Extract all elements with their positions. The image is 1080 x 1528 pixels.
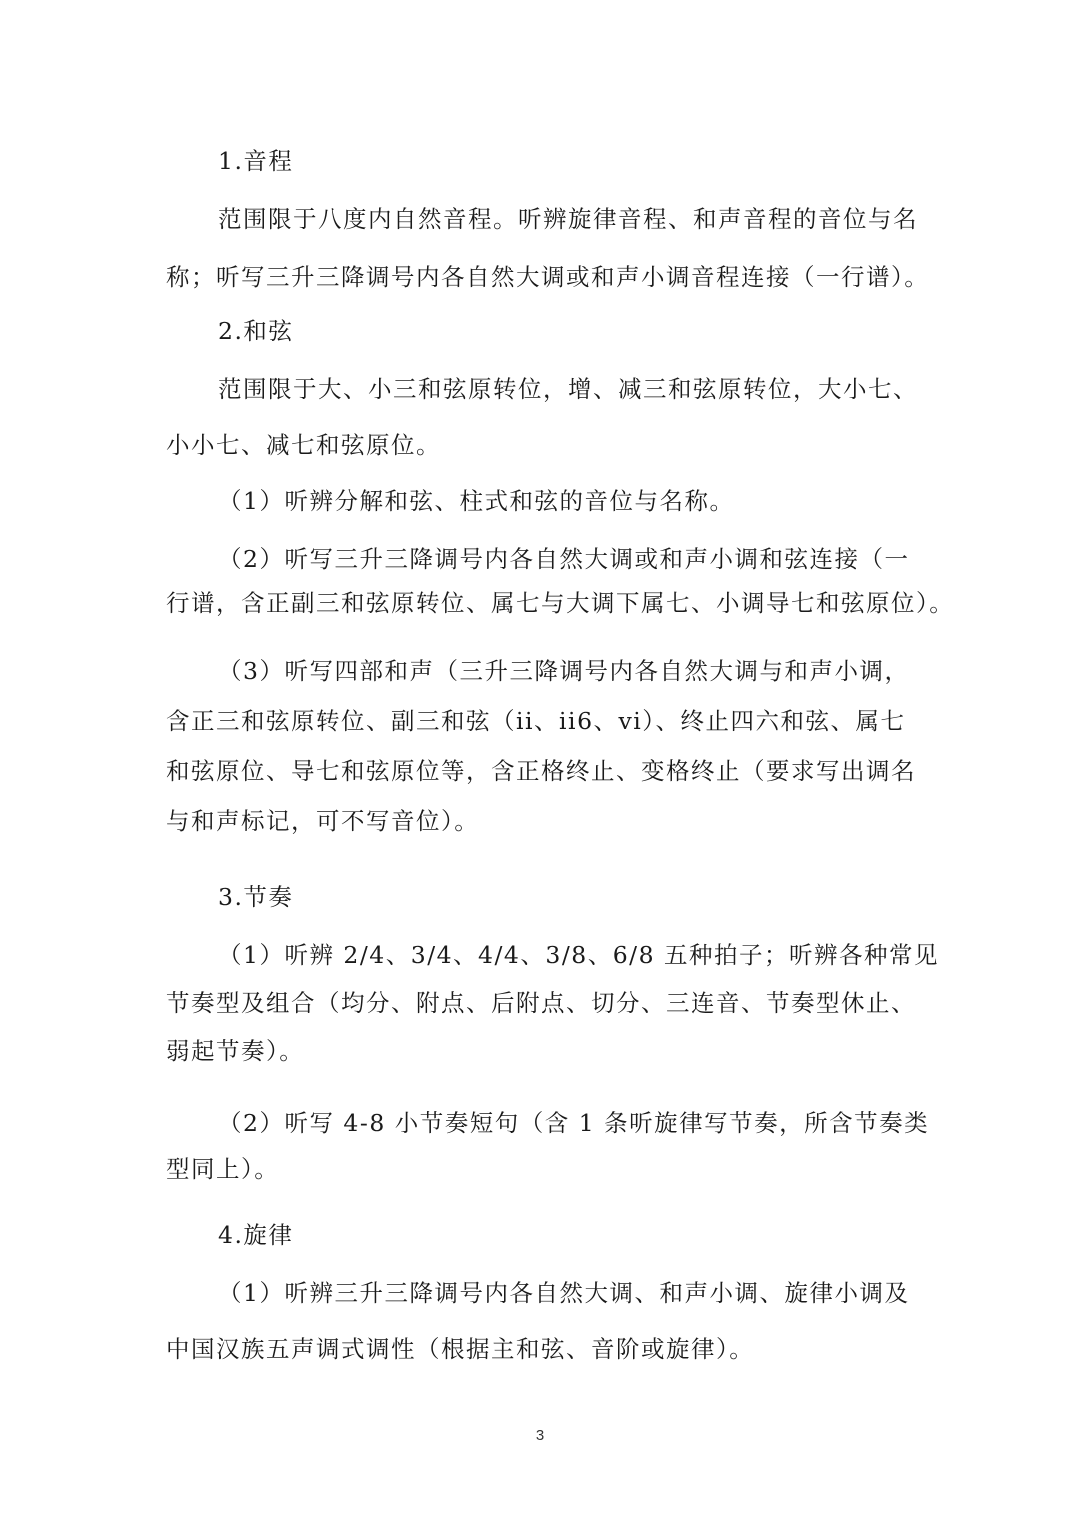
- section-heading-melody: 4.旋律: [218, 1221, 294, 1249]
- list-item-line: 与和声标记，可不写音位）。: [166, 807, 480, 835]
- section-heading-chords: 2.和弦: [218, 317, 294, 345]
- paragraph-line: 范围限于八度内自然音程。听辨旋律音程、和声音程的音位与名: [218, 205, 918, 233]
- list-item-line: （2）听写三升三降调号内各自然大调或和声小调和弦连接（一: [218, 545, 910, 573]
- list-item-line: 中国汉族五声调式调性（根据主和弦、音阶或旋律）。: [166, 1335, 755, 1363]
- section-heading-intervals: 1.音程: [218, 147, 294, 175]
- list-item-line: 型同上）。: [166, 1155, 280, 1183]
- list-item-line: （1）听辨 2/4、3/4、4/4、3/8、6/8 五种拍子；听辨各种常见: [218, 941, 939, 969]
- paragraph-line: 称；听写三升三降调号内各自然大调或和声小调音程连接（一行谱）。: [166, 263, 930, 291]
- section-heading-rhythm: 3.节奏: [218, 883, 294, 911]
- list-item-line: （2）听写 4-8 小节奏短句（含 1 条听旋律写节奏，所含节奏类: [218, 1109, 930, 1137]
- list-item-line: （3）听写四部和声（三升三降调号内各自然大调与和声小调，: [218, 657, 910, 685]
- page-number: 3: [535, 1427, 545, 1444]
- list-item-line: 弱起节奏）。: [166, 1037, 305, 1065]
- list-item-line: 节奏型及组合（均分、附点、后附点、切分、三连音、节奏型休止、: [166, 989, 916, 1017]
- paragraph-line: 范围限于大、小三和弦原转位，增、减三和弦原转位，大小七、: [218, 375, 918, 403]
- list-item-line: （1）听辨三升三降调号内各自然大调、和声小调、旋律小调及: [218, 1279, 910, 1307]
- list-item-line: 含正三和弦原转位、副三和弦（ii、ii6、vi）、终止四六和弦、属七: [166, 707, 906, 735]
- list-item-line: 行谱，含正副三和弦原转位、属七与大调下属七、小调导七和弦原位）。: [166, 589, 955, 617]
- paragraph-line: 小小七、减七和弦原位。: [166, 431, 441, 459]
- list-item-line: （1）听辨分解和弦、柱式和弦的音位与名称。: [218, 487, 735, 515]
- list-item-line: 和弦原位、导七和弦原位等，含正格终止、变格终止（要求写出调名: [166, 757, 916, 785]
